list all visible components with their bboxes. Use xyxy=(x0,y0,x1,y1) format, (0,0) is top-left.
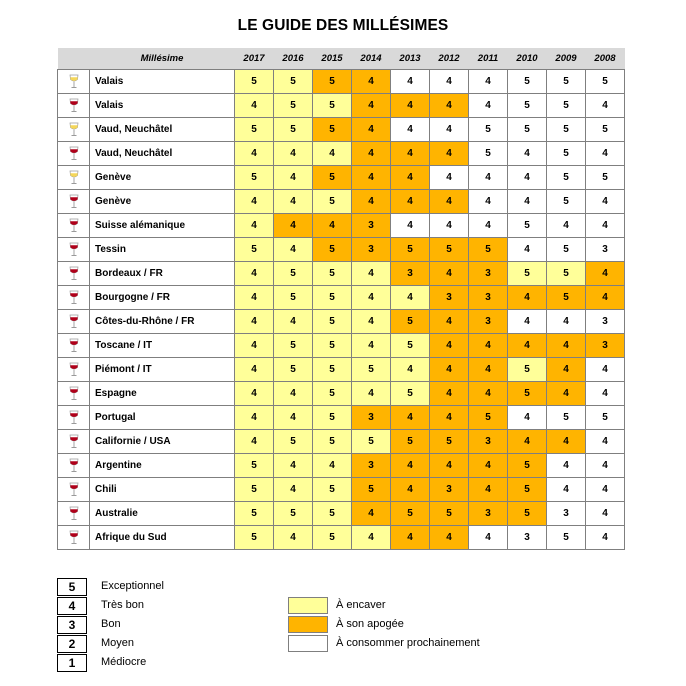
score-cell: 5 xyxy=(391,430,430,454)
score-cell: 4 xyxy=(391,142,430,166)
score-cell: 4 xyxy=(313,142,352,166)
region-label: Côtes-du-Rhône / FR xyxy=(90,310,235,334)
legend-rating-item xyxy=(57,616,197,634)
score-cell: 4 xyxy=(586,190,625,214)
legend-rating-item xyxy=(57,654,197,672)
legend-color-swatch xyxy=(288,635,328,652)
score-cell: 4 xyxy=(274,238,313,262)
score-cell: 3 xyxy=(469,502,508,526)
region-label: Valais xyxy=(90,94,235,118)
score-cell: 4 xyxy=(352,190,391,214)
score-cell: 5 xyxy=(274,286,313,310)
table-row xyxy=(58,358,625,382)
table-row xyxy=(58,262,625,286)
region-label: Valais xyxy=(90,70,235,94)
table-row xyxy=(58,166,625,190)
header-year: 2008 xyxy=(586,48,625,70)
score-cell: 4 xyxy=(469,334,508,358)
score-cell: 4 xyxy=(313,214,352,238)
red-wine-glass-icon xyxy=(58,334,90,358)
score-cell: 4 xyxy=(391,406,430,430)
red-wine-glass-icon xyxy=(58,526,90,550)
score-cell: 5 xyxy=(547,142,586,166)
score-cell: 4 xyxy=(547,382,586,406)
header-year: 2013 xyxy=(391,48,430,70)
score-cell: 5 xyxy=(313,406,352,430)
score-cell: 5 xyxy=(391,310,430,334)
score-cell: 5 xyxy=(547,286,586,310)
region-label: Espagne xyxy=(90,382,235,406)
score-cell: 4 xyxy=(235,430,274,454)
legend-rating-number: 1 xyxy=(57,654,87,672)
score-cell: 4 xyxy=(352,382,391,406)
score-cell: 4 xyxy=(469,382,508,406)
score-cell: 4 xyxy=(235,142,274,166)
score-cell: 5 xyxy=(508,262,547,286)
score-cell: 4 xyxy=(586,262,625,286)
score-cell: 5 xyxy=(274,70,313,94)
score-cell: 5 xyxy=(547,238,586,262)
score-cell: 5 xyxy=(313,70,352,94)
score-cell: 5 xyxy=(508,214,547,238)
score-cell: 5 xyxy=(274,94,313,118)
red-wine-glass-icon xyxy=(58,358,90,382)
table-row xyxy=(58,94,625,118)
score-cell: 4 xyxy=(586,286,625,310)
score-cell: 4 xyxy=(352,166,391,190)
table-row xyxy=(58,382,625,406)
header-year: 2015 xyxy=(313,48,352,70)
score-cell: 4 xyxy=(469,454,508,478)
table-row xyxy=(58,118,625,142)
score-cell: 5 xyxy=(313,526,352,550)
table-row xyxy=(58,334,625,358)
score-cell: 5 xyxy=(508,478,547,502)
header-year: 2012 xyxy=(430,48,469,70)
legend-rating-item xyxy=(57,635,197,653)
red-wine-glass-icon xyxy=(58,142,90,166)
score-cell: 4 xyxy=(274,214,313,238)
table-row xyxy=(58,310,625,334)
score-cell: 4 xyxy=(274,166,313,190)
score-cell: 5 xyxy=(313,262,352,286)
score-cell: 4 xyxy=(391,94,430,118)
region-label: Bordeaux / FR xyxy=(90,262,235,286)
legend-rating-item xyxy=(57,597,197,615)
red-wine-glass-icon xyxy=(58,454,90,478)
score-cell: 4 xyxy=(547,454,586,478)
legend-state-label: À consommer prochainement xyxy=(336,637,480,649)
score-cell: 5 xyxy=(586,406,625,430)
score-cell: 4 xyxy=(469,190,508,214)
white-wine-glass-icon xyxy=(58,166,90,190)
score-cell: 5 xyxy=(313,118,352,142)
score-cell: 5 xyxy=(235,238,274,262)
score-cell: 5 xyxy=(235,502,274,526)
score-cell: 5 xyxy=(430,502,469,526)
region-label: Genève xyxy=(90,190,235,214)
score-cell: 3 xyxy=(586,238,625,262)
table-row xyxy=(58,214,625,238)
table-row xyxy=(58,70,625,94)
score-cell: 4 xyxy=(469,478,508,502)
white-wine-glass-icon xyxy=(58,118,90,142)
score-cell: 5 xyxy=(235,70,274,94)
red-wine-glass-icon xyxy=(58,406,90,430)
red-wine-glass-icon xyxy=(58,238,90,262)
score-cell: 4 xyxy=(586,454,625,478)
score-cell: 4 xyxy=(235,334,274,358)
header-year: 2016 xyxy=(274,48,313,70)
table-header-row xyxy=(58,48,625,70)
score-cell: 4 xyxy=(586,502,625,526)
score-cell: 4 xyxy=(430,94,469,118)
score-cell: 5 xyxy=(391,334,430,358)
table-row xyxy=(58,142,625,166)
score-cell: 4 xyxy=(391,166,430,190)
score-cell: 3 xyxy=(586,310,625,334)
score-cell: 4 xyxy=(469,214,508,238)
region-label: Afrique du Sud xyxy=(90,526,235,550)
score-cell: 4 xyxy=(274,142,313,166)
red-wine-glass-icon xyxy=(58,382,90,406)
score-cell: 4 xyxy=(391,214,430,238)
score-cell: 4 xyxy=(508,310,547,334)
table-body xyxy=(58,70,625,550)
score-cell: 4 xyxy=(352,310,391,334)
vintage-table xyxy=(57,48,625,550)
score-cell: 5 xyxy=(274,334,313,358)
score-cell: 4 xyxy=(391,118,430,142)
score-cell: 4 xyxy=(586,478,625,502)
score-cell: 5 xyxy=(274,262,313,286)
score-cell: 5 xyxy=(313,310,352,334)
score-cell: 4 xyxy=(508,142,547,166)
score-cell: 4 xyxy=(235,406,274,430)
score-cell: 5 xyxy=(313,166,352,190)
score-cell: 5 xyxy=(430,238,469,262)
score-cell: 5 xyxy=(469,406,508,430)
region-label: Bourgogne / FR xyxy=(90,286,235,310)
score-cell: 5 xyxy=(469,118,508,142)
score-cell: 4 xyxy=(274,454,313,478)
score-cell: 5 xyxy=(508,94,547,118)
score-cell: 3 xyxy=(352,454,391,478)
score-cell: 4 xyxy=(430,310,469,334)
header-year: 2014 xyxy=(352,48,391,70)
score-cell: 4 xyxy=(430,526,469,550)
score-cell: 5 xyxy=(547,94,586,118)
score-cell: 4 xyxy=(508,286,547,310)
score-cell: 4 xyxy=(352,526,391,550)
header-year: 2010 xyxy=(508,48,547,70)
legend-rating-number: 2 xyxy=(57,635,87,653)
region-label: Piémont / IT xyxy=(90,358,235,382)
score-cell: 4 xyxy=(274,190,313,214)
region-label: Genève xyxy=(90,166,235,190)
score-cell: 4 xyxy=(586,382,625,406)
score-cell: 4 xyxy=(274,406,313,430)
score-cell: 3 xyxy=(469,262,508,286)
legend-state-label: À son apogée xyxy=(336,618,404,630)
red-wine-glass-icon xyxy=(58,430,90,454)
score-cell: 3 xyxy=(547,502,586,526)
score-cell: 5 xyxy=(313,430,352,454)
score-cell: 5 xyxy=(547,70,586,94)
score-cell: 4 xyxy=(352,70,391,94)
score-cell: 4 xyxy=(547,310,586,334)
score-cell: 4 xyxy=(235,286,274,310)
score-cell: 4 xyxy=(391,286,430,310)
score-cell: 3 xyxy=(469,430,508,454)
header-year: 2009 xyxy=(547,48,586,70)
page-title: LE GUIDE DES MILLÉSIMES xyxy=(237,17,449,34)
score-cell: 4 xyxy=(469,166,508,190)
score-cell: 4 xyxy=(235,262,274,286)
region-label: Californie / USA xyxy=(90,430,235,454)
score-cell: 4 xyxy=(508,406,547,430)
score-cell: 5 xyxy=(235,526,274,550)
score-cell: 4 xyxy=(352,94,391,118)
score-cell: 4 xyxy=(508,190,547,214)
legend-rating-label: Bon xyxy=(101,618,121,630)
score-cell: 4 xyxy=(430,166,469,190)
header-millesime: Millésime xyxy=(90,48,235,70)
score-cell: 4 xyxy=(586,214,625,238)
legend-rating-label: Exceptionnel xyxy=(101,580,164,592)
score-cell: 3 xyxy=(352,406,391,430)
region-label: Argentine xyxy=(90,454,235,478)
white-wine-glass-icon xyxy=(58,70,90,94)
score-cell: 3 xyxy=(430,286,469,310)
legend-rating-label: Très bon xyxy=(101,599,145,611)
red-wine-glass-icon xyxy=(58,190,90,214)
legend-color-swatch xyxy=(288,616,328,633)
red-wine-glass-icon xyxy=(58,286,90,310)
score-cell: 5 xyxy=(313,238,352,262)
score-cell: 5 xyxy=(469,142,508,166)
score-cell: 4 xyxy=(430,262,469,286)
table-row xyxy=(58,526,625,550)
score-cell: 3 xyxy=(391,262,430,286)
score-cell: 4 xyxy=(235,190,274,214)
score-cell: 4 xyxy=(508,166,547,190)
region-label: Australie xyxy=(90,502,235,526)
legend-color-swatch xyxy=(288,597,328,614)
score-cell: 5 xyxy=(313,94,352,118)
score-cell: 5 xyxy=(313,334,352,358)
score-cell: 4 xyxy=(430,358,469,382)
region-label: Suisse alémanique xyxy=(90,214,235,238)
score-cell: 4 xyxy=(352,142,391,166)
score-cell: 5 xyxy=(547,118,586,142)
red-wine-glass-icon xyxy=(58,94,90,118)
table-row xyxy=(58,430,625,454)
score-cell: 4 xyxy=(352,262,391,286)
score-cell: 4 xyxy=(469,358,508,382)
table-row xyxy=(58,454,625,478)
score-cell: 5 xyxy=(508,502,547,526)
score-cell: 4 xyxy=(547,214,586,238)
score-cell: 5 xyxy=(352,478,391,502)
region-label: Toscane / IT xyxy=(90,334,235,358)
score-cell: 5 xyxy=(508,70,547,94)
score-cell: 5 xyxy=(313,502,352,526)
score-cell: 4 xyxy=(508,238,547,262)
red-wine-glass-icon xyxy=(58,502,90,526)
score-cell: 4 xyxy=(469,526,508,550)
score-cell: 4 xyxy=(352,286,391,310)
score-cell: 3 xyxy=(352,214,391,238)
score-cell: 4 xyxy=(508,430,547,454)
red-wine-glass-icon xyxy=(58,262,90,286)
score-cell: 5 xyxy=(391,238,430,262)
score-cell: 5 xyxy=(274,430,313,454)
score-cell: 5 xyxy=(586,166,625,190)
score-cell: 5 xyxy=(391,382,430,406)
score-cell: 4 xyxy=(547,478,586,502)
table-row xyxy=(58,502,625,526)
region-label: Vaud, Neuchâtel xyxy=(90,118,235,142)
score-cell: 4 xyxy=(391,526,430,550)
score-cell: 4 xyxy=(391,70,430,94)
score-cell: 4 xyxy=(430,142,469,166)
score-cell: 5 xyxy=(235,478,274,502)
score-cell: 5 xyxy=(547,526,586,550)
region-label: Portugal xyxy=(90,406,235,430)
score-cell: 3 xyxy=(586,334,625,358)
score-cell: 4 xyxy=(430,382,469,406)
score-cell: 4 xyxy=(235,310,274,334)
score-cell: 4 xyxy=(547,334,586,358)
score-cell: 5 xyxy=(508,382,547,406)
score-cell: 5 xyxy=(274,502,313,526)
score-cell: 5 xyxy=(430,430,469,454)
region-label: Chili xyxy=(90,478,235,502)
score-cell: 5 xyxy=(313,478,352,502)
legend-state-label: À encaver xyxy=(336,599,386,611)
score-cell: 5 xyxy=(352,430,391,454)
score-cell: 4 xyxy=(352,118,391,142)
score-cell: 3 xyxy=(469,286,508,310)
table-row xyxy=(58,190,625,214)
score-cell: 5 xyxy=(586,118,625,142)
header-icon-cell xyxy=(58,48,90,70)
score-cell: 4 xyxy=(274,310,313,334)
score-cell: 4 xyxy=(430,118,469,142)
score-cell: 5 xyxy=(469,238,508,262)
score-cell: 3 xyxy=(430,478,469,502)
score-cell: 4 xyxy=(430,454,469,478)
red-wine-glass-icon xyxy=(58,214,90,238)
header-year: 2011 xyxy=(469,48,508,70)
score-cell: 4 xyxy=(235,382,274,406)
red-wine-glass-icon xyxy=(58,478,90,502)
legend-rating-number: 3 xyxy=(57,616,87,634)
score-cell: 5 xyxy=(508,454,547,478)
legend-rating-number: 5 xyxy=(57,578,87,596)
score-cell: 4 xyxy=(352,334,391,358)
legend-rating-label: Moyen xyxy=(101,637,135,649)
score-cell: 4 xyxy=(430,406,469,430)
legend-rating-number: 4 xyxy=(57,597,87,615)
score-cell: 4 xyxy=(586,142,625,166)
table-row xyxy=(58,286,625,310)
score-cell: 4 xyxy=(469,70,508,94)
score-cell: 4 xyxy=(430,334,469,358)
score-cell: 4 xyxy=(469,94,508,118)
score-cell: 5 xyxy=(508,118,547,142)
score-cell: 5 xyxy=(274,118,313,142)
red-wine-glass-icon xyxy=(58,310,90,334)
score-cell: 4 xyxy=(391,190,430,214)
score-cell: 5 xyxy=(508,358,547,382)
score-cell: 4 xyxy=(313,454,352,478)
score-cell: 4 xyxy=(508,334,547,358)
score-cell: 3 xyxy=(508,526,547,550)
score-cell: 4 xyxy=(274,526,313,550)
score-cell: 5 xyxy=(547,406,586,430)
table-row xyxy=(58,238,625,262)
score-cell: 4 xyxy=(430,70,469,94)
score-cell: 4 xyxy=(235,358,274,382)
score-cell: 5 xyxy=(547,262,586,286)
score-cell: 4 xyxy=(391,358,430,382)
score-cell: 4 xyxy=(235,94,274,118)
score-cell: 4 xyxy=(586,430,625,454)
region-label: Vaud, Neuchâtel xyxy=(90,142,235,166)
score-cell: 4 xyxy=(235,214,274,238)
score-cell: 4 xyxy=(274,478,313,502)
score-cell: 4 xyxy=(430,190,469,214)
score-cell: 5 xyxy=(235,454,274,478)
score-cell: 5 xyxy=(352,358,391,382)
legend-rating-label: Médiocre xyxy=(101,656,147,668)
score-cell: 5 xyxy=(313,358,352,382)
score-cell: 5 xyxy=(547,190,586,214)
header-year: 2017 xyxy=(235,48,274,70)
score-cell: 5 xyxy=(235,166,274,190)
score-cell: 4 xyxy=(547,358,586,382)
score-cell: 4 xyxy=(430,214,469,238)
score-cell: 4 xyxy=(391,478,430,502)
score-cell: 5 xyxy=(313,286,352,310)
region-label: Tessin xyxy=(90,238,235,262)
legend-rating-item xyxy=(57,578,197,596)
score-cell: 5 xyxy=(274,358,313,382)
score-cell: 4 xyxy=(352,502,391,526)
score-cell: 5 xyxy=(235,118,274,142)
score-cell: 4 xyxy=(586,94,625,118)
score-cell: 4 xyxy=(586,358,625,382)
score-cell: 5 xyxy=(547,166,586,190)
table-row xyxy=(58,478,625,502)
score-cell: 4 xyxy=(586,526,625,550)
score-cell: 3 xyxy=(469,310,508,334)
score-cell: 5 xyxy=(586,70,625,94)
table-row xyxy=(58,406,625,430)
score-cell: 4 xyxy=(391,454,430,478)
score-cell: 5 xyxy=(391,502,430,526)
score-cell: 4 xyxy=(547,430,586,454)
score-cell: 3 xyxy=(352,238,391,262)
score-cell: 4 xyxy=(274,382,313,406)
score-cell: 5 xyxy=(313,382,352,406)
score-cell: 5 xyxy=(313,190,352,214)
